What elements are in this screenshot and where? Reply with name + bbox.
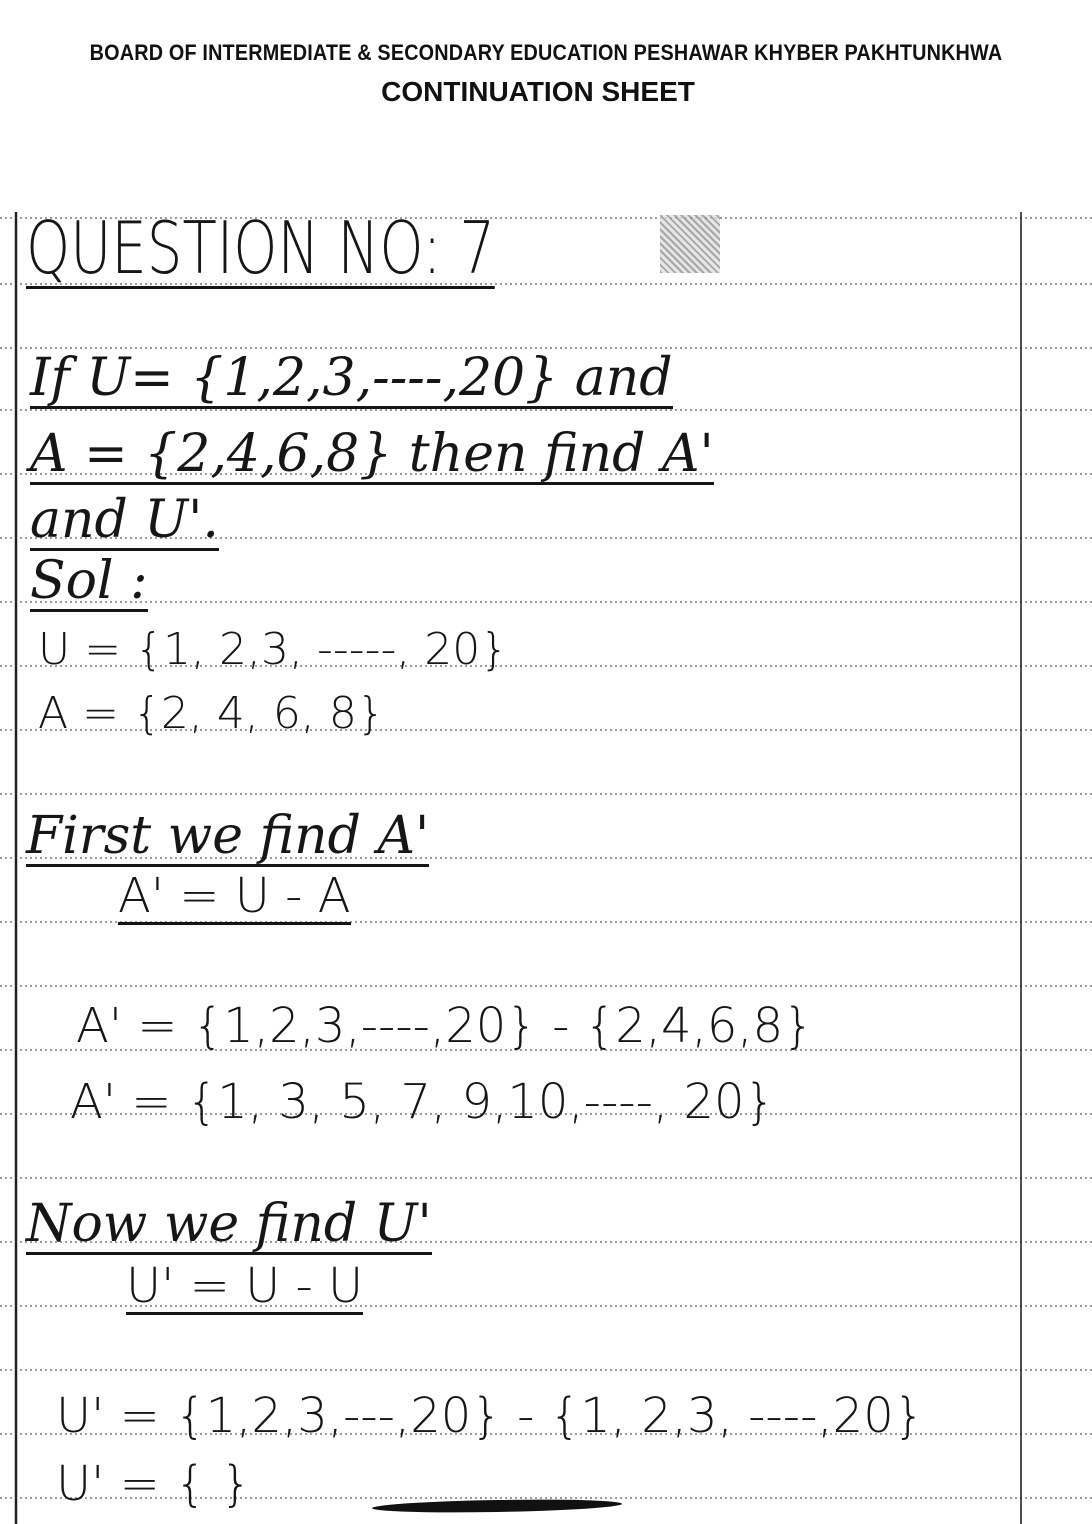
a-prime-step1: A' = {1,2,3,----,20} - {2,4,6,8} xyxy=(76,998,814,1054)
sheet-title: CONTINUATION SHEET xyxy=(381,76,695,107)
u-prime-formula: U' = U - U xyxy=(126,1258,364,1314)
a-prime-formula: A' = U - A xyxy=(118,868,351,924)
a-prime-step2: A' = {1, 3, 5, 7, 9,10,----, 20} xyxy=(70,1074,776,1130)
question-title: QUESTION NO: 7 xyxy=(26,206,496,290)
universal-set: U = {1, 2,3, -----, 20} xyxy=(38,624,509,675)
u-prime-step2: U' = { } xyxy=(56,1456,252,1512)
board-title: BOARD OF INTERMEDIATE & SECONDARY EDUCATION PESHAWAR KHYBER PAKHTUNKHWA xyxy=(89,40,1003,65)
u-prime-step1: U' = {1,2,3,---,20} - {1, 2,3, ----,20} xyxy=(56,1388,925,1444)
set-a: A = {2, 4, 6, 8} xyxy=(38,688,385,739)
question-statement-line3: and U'. xyxy=(30,490,219,550)
solution-label: Sol : xyxy=(30,551,148,611)
question-statement-line1: If U= {1,2,3,----,20} and xyxy=(30,348,673,408)
question-statement-line2: A = {2,4,6,8} then find A' xyxy=(30,424,714,484)
first-heading: First we find A' xyxy=(26,806,430,866)
second-heading: Now we find U' xyxy=(26,1194,432,1254)
scan-smudge xyxy=(660,215,720,273)
